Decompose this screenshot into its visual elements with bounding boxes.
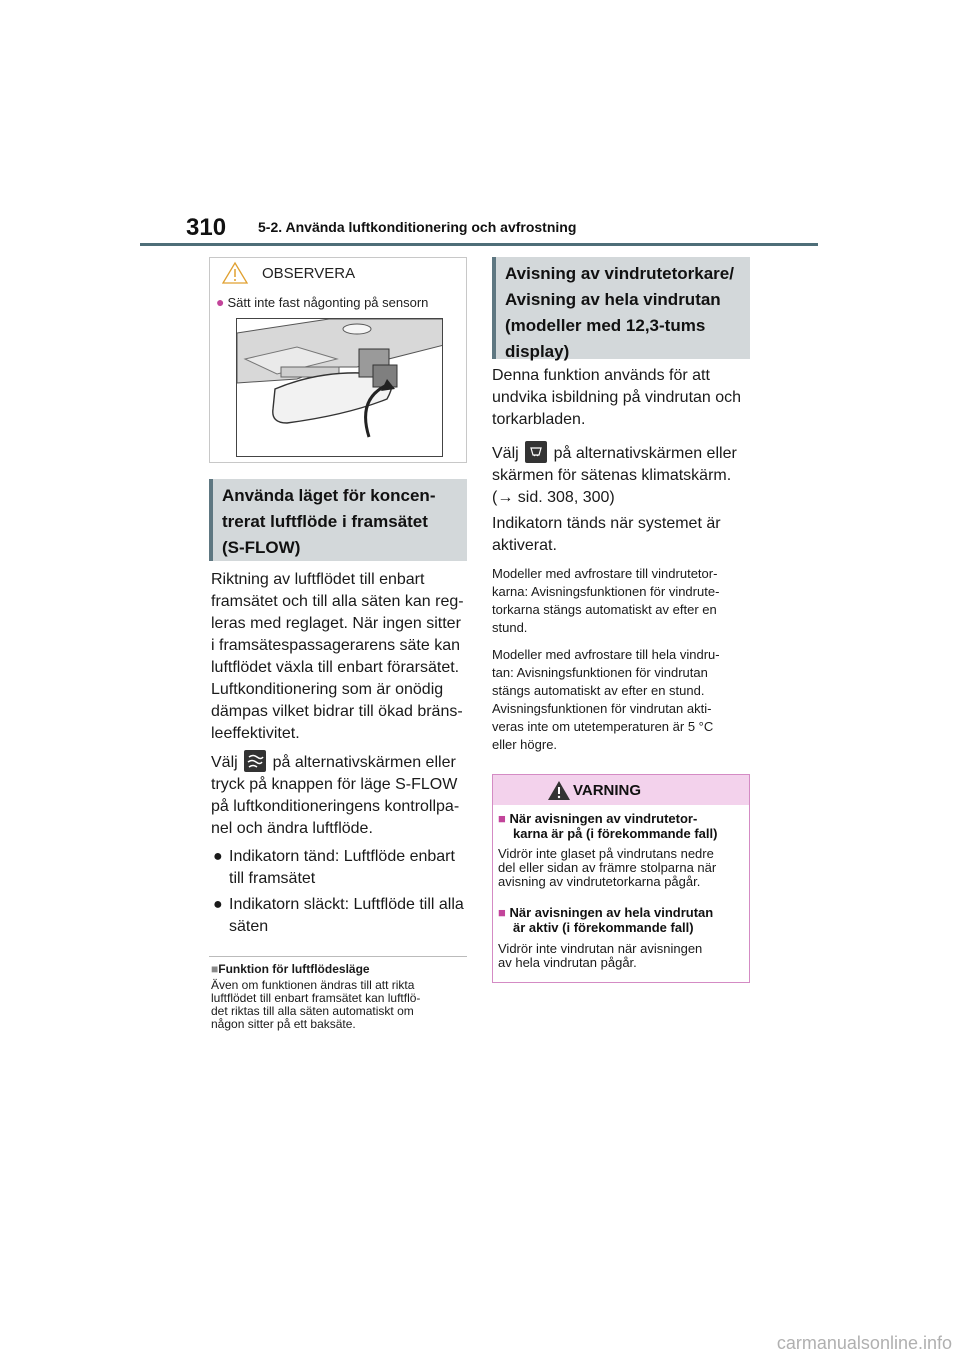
function-description: Även om funktionen ändras till att rikta luftflödet till enbart framsätet kan luftflö- det riktas till alla säten automatiskt om någon sitter på ett baksäte. — [211, 978, 421, 1031]
sflow-button-icon — [244, 750, 266, 772]
page-number: 310 — [186, 214, 227, 241]
indicator-note: Indikatorn tänds när systemet är aktiverat. — [492, 515, 721, 554]
divider — [209, 956, 467, 957]
windshield-defroster-note: Modeller med avfrostare till hela vindru- tan: Avisningsfunktionen för vindrutan stängs automatiskt av efter en stund. Avisningsfunktionen för vindrutan akti- veras inte om utetemperaturen är 5 °C eller högre. — [492, 647, 720, 752]
caution-triangle-icon — [222, 261, 248, 284]
windshield-defrost-icon — [525, 441, 547, 463]
warning-title: VARNING — [573, 782, 642, 799]
warning-header — [493, 775, 749, 805]
warning-box — [492, 774, 750, 983]
notice-item: ● Sätt inte fast någonting på sensorn — [216, 294, 429, 310]
defrost-description: Denna funktion används för att undvika isbildning på vindrutan och torkarbladen. — [492, 367, 742, 428]
bullet-icon: ● — [213, 848, 223, 865]
square-bullet-icon: ■ — [498, 905, 506, 920]
header-rule — [140, 243, 818, 246]
sflow-description: Riktning av luftflödet till enbart framsätet och till alla säten kan reg- leras med reglaget. När ingen sitter i framsätespassagerarens säte kan luftflödet växla till enbart förarsätet. Luftkonditionering som är onödig dämpas vilket bidrar till ökad bräns- leeffektivitet. — [211, 571, 464, 742]
bullet-icon: ● — [213, 896, 223, 913]
notice-title: OBSERVERA — [262, 265, 356, 282]
sflow-instructions: Välj på alternativskärmen eller tryck på knappen för läge S-FLOW på luftkonditioneringens kontrollpa- nel och ändra luftflöde. — [211, 750, 469, 840]
warning-subheading: ■ När avisningen av vindrutetor- karna är på (i förekommande fall) — [498, 811, 718, 841]
section-title: 5-2. Använda luftkonditionering och avfrostning — [258, 219, 577, 235]
list-item: ● Indikatorn släckt: Luftflöde till alla säten — [213, 896, 464, 935]
section-heading-sflow: Använda läget för koncen- trerat luftflöde i framsätet (S-FLOW) — [209, 479, 467, 561]
bullet-icon: ● — [216, 294, 225, 310]
warning-text: Vidrör inte glaset på vindrutans nedre del eller sidan av främre stolparna när avisning av vindrutetorkarna pågår. — [498, 846, 717, 889]
notice-box — [209, 257, 467, 463]
wiper-defroster-note: Modeller med avfrostare till vindrutetor- karna: Avisningsfunktionen för vindrute- torkarna stängs automatiskt av efter en stund. — [492, 566, 720, 635]
list-item: ● Indikatorn tänd: Luftflöde enbart till framsätet — [213, 848, 455, 887]
defrost-instructions: Välj på alternativskärmen eller skärmen för sätenas klimatskärm. (→ sid. 308, 300) — [492, 441, 750, 509]
rearview-mirror-sensor-illustration — [236, 318, 443, 457]
square-bullet-icon: ■ — [498, 811, 506, 826]
section-heading-defrost: Avisning av vindrutetorkare/ Avisning av hela vindrutan (modeller med 12,3-tums display) — [492, 257, 750, 359]
notice-header — [210, 258, 466, 288]
warning-triangle-icon — [547, 780, 571, 801]
warning-text: Vidrör inte vindrutan när avisningen av hela vindrutan pågår. — [498, 941, 703, 970]
warning-subheading: ■ När avisningen av hela vindrutan är aktiv (i förekommande fall) — [498, 905, 714, 935]
square-bullet-icon: ■ — [211, 962, 219, 976]
watermark: carmanualsonline.info — [776, 1333, 952, 1353]
function-subheading: ■Funktion för luftflödesläge — [211, 962, 370, 976]
